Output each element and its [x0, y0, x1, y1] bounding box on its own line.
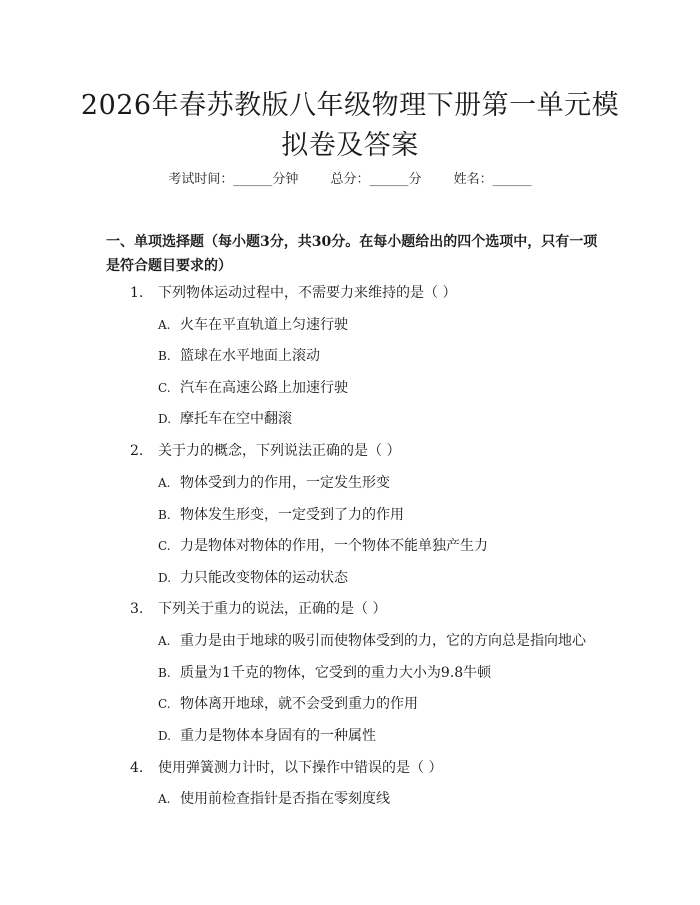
option-letter: A. — [158, 318, 171, 332]
exam-time: 考试时间：______分钟 — [168, 172, 299, 187]
option-text: 力只能改变物体的运动状态 — [180, 570, 348, 586]
option-text: 力是物体对物体的作用，一个物体不能单独产生力 — [180, 538, 488, 554]
option-text: 使用前检查指针是否指在零刻度线 — [180, 791, 390, 807]
question-text: 下列关于重力的说法，正确的是（ ） — [158, 601, 387, 617]
option-text: 篮球在水平地面上滚动 — [180, 348, 320, 364]
question-3 — [130, 599, 386, 619]
option-2c — [158, 536, 488, 556]
option-3a — [158, 631, 586, 651]
question-number: 2. — [130, 443, 144, 459]
option-2b — [158, 505, 404, 525]
option-letter: C. — [158, 697, 171, 711]
question-number: 1. — [130, 285, 144, 301]
question-number: 3. — [130, 601, 144, 617]
option-letter: D. — [158, 729, 172, 743]
option-letter: A. — [158, 792, 171, 806]
option-3b — [158, 663, 491, 683]
option-text: 质量为1千克的物体，它受到的重力大小为9.8牛顿 — [180, 665, 492, 681]
option-2a — [158, 473, 390, 493]
option-text: 重力是由于地球的吸引而使物体受到的力，它的方向总是指向地心 — [180, 633, 586, 649]
option-letter: B. — [158, 666, 171, 680]
option-letter: B. — [158, 508, 171, 522]
question-2 — [130, 441, 400, 461]
option-1a — [158, 315, 348, 335]
title-line-2: 拟卷及答案 — [281, 130, 419, 161]
option-1c — [158, 378, 348, 398]
section-heading: 一、单项选择题（每小题3分，共30分。在每小题给出的四个选项中，只有一项是符合题目要求的） — [106, 234, 598, 274]
option-text: 火车在平直轨道上匀速行驶 — [180, 317, 348, 333]
question-text: 关于力的概念，下列说法正确的是（ ） — [158, 443, 401, 459]
option-text: 物体发生形变，一定受到了力的作用 — [180, 507, 404, 523]
question-number: 4. — [130, 760, 144, 776]
option-letter: C. — [158, 381, 171, 395]
option-3d — [158, 726, 376, 746]
option-2d — [158, 568, 348, 588]
question-text: 使用弹簧测力计时，以下操作中错误的是（ ） — [158, 760, 443, 776]
option-letter: A. — [158, 476, 171, 490]
exam-meta — [0, 168, 700, 187]
option-text: 汽车在高速公路上加速行驶 — [180, 380, 348, 396]
title-line-1: 2026年春苏教版八年级物理下册第一单元模 — [80, 90, 620, 121]
option-letter: D. — [158, 571, 172, 585]
document-title — [60, 86, 640, 166]
option-letter: B. — [158, 349, 171, 363]
option-text: 物体受到力的作用，一定发生形变 — [180, 475, 390, 491]
option-letter: D. — [158, 412, 172, 426]
student-name: 姓名：______ — [453, 172, 532, 187]
option-letter: A. — [158, 634, 171, 648]
option-text: 物体离开地球，就不会受到重力的作用 — [180, 696, 418, 712]
question-text: 下列物体运动过程中，不需要力来维持的是（ ） — [158, 285, 457, 301]
question-1 — [130, 283, 456, 303]
option-1b — [158, 346, 320, 366]
option-text: 摩托车在空中翻滚 — [180, 411, 292, 427]
exam-score: 总分：______分 — [330, 172, 422, 187]
option-3c — [158, 694, 418, 714]
option-letter: C. — [158, 539, 171, 553]
question-4 — [130, 758, 442, 778]
option-4a — [158, 789, 390, 809]
option-1d — [158, 409, 292, 429]
option-text: 重力是物体本身固有的一种属性 — [180, 728, 376, 744]
